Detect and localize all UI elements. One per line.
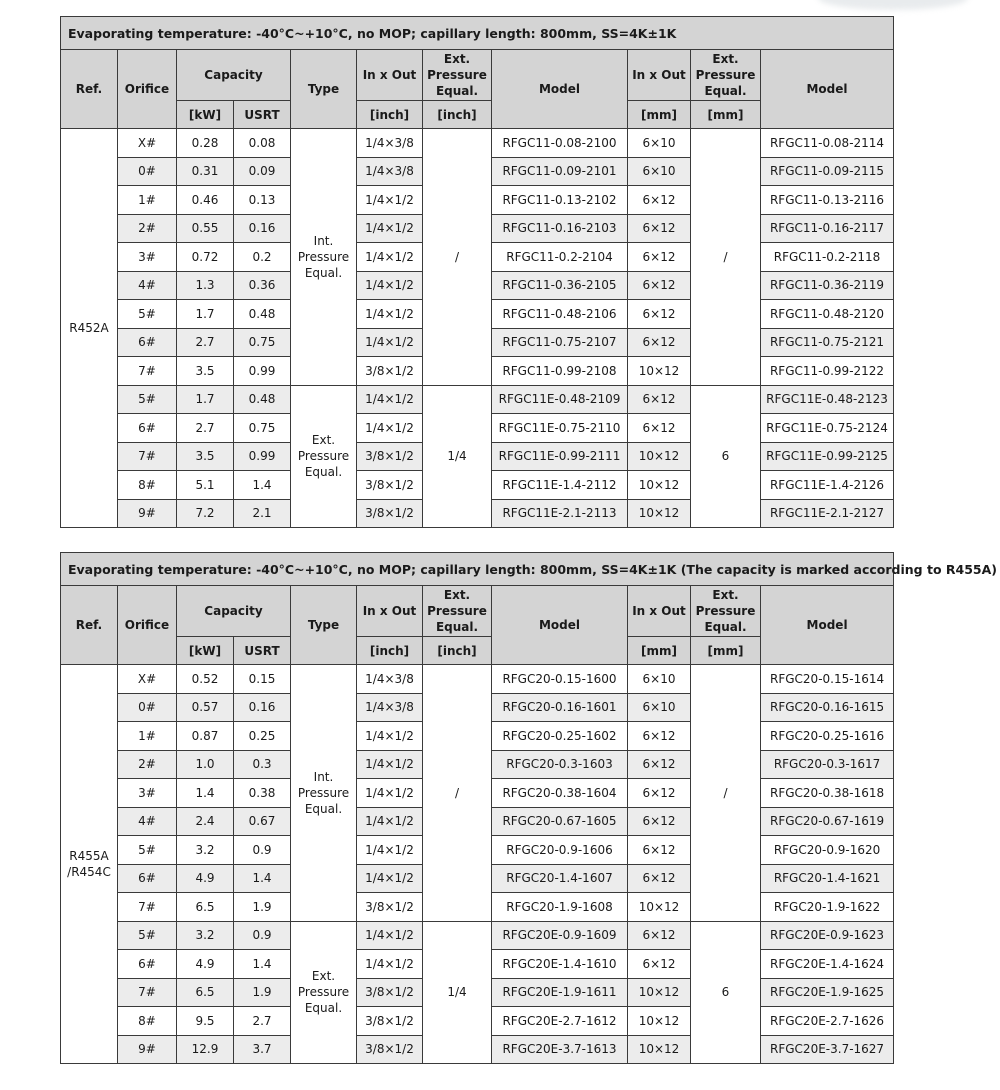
spec-table-1 [60,16,894,528]
orifice-cell: X# [118,665,177,694]
capacity-kw-cell: 3.5 [177,442,234,471]
capacity-usrt-cell: 0.48 [234,385,291,414]
model-mm-cell: RFGC11E-0.48-2123 [761,385,894,414]
capacity-kw-cell: 2.7 [177,414,234,443]
header-capacity: Capacity [177,586,291,637]
model-mm-cell: RFGC11E-0.99-2125 [761,442,894,471]
orifice-cell: 0# [118,693,177,722]
in-out-inch-cell: 1/4×1/2 [357,414,423,443]
in-out-mm-cell: 6×12 [628,750,691,779]
table-title: Evaporating temperature: -40°C~+10°C, no MOP; capillary length: 800mm, SS=4K±1K (The capacity is marked according to R455A) [61,553,894,586]
in-out-inch-cell: 1/4×1/2 [357,271,423,300]
capacity-kw-cell: 7.2 [177,499,234,528]
in-out-mm-cell: 6×12 [628,950,691,979]
capacity-kw-cell: 5.1 [177,471,234,500]
capacity-usrt-cell: 0.08 [234,129,291,158]
in-out-mm-cell: 6×10 [628,129,691,158]
table-row [61,921,894,950]
in-out-mm-cell: 10×12 [628,1007,691,1036]
capacity-kw-cell: 3.2 [177,836,234,865]
model-mm-cell: RFGC11-0.13-2116 [761,186,894,215]
header-ext-pressure-inch: Ext. Pressure Equal. [423,586,492,637]
in-out-mm-cell: 10×12 [628,357,691,386]
model-inch-cell: RFGC11-0.08-2100 [492,129,628,158]
in-out-mm-cell: 6×12 [628,921,691,950]
model-inch-cell: RFGC20-0.16-1601 [492,693,628,722]
model-inch-cell: RFGC11-0.09-2101 [492,157,628,186]
capacity-usrt-cell: 0.25 [234,722,291,751]
in-out-inch-cell: 3/8×1/2 [357,1035,423,1064]
orifice-cell: 8# [118,471,177,500]
spec-table-2 [60,552,997,1064]
model-mm-cell: RFGC11-0.08-2114 [761,129,894,158]
in-out-mm-cell: 10×12 [628,893,691,922]
unit-inch-in-out: [inch] [357,637,423,665]
in-out-inch-cell: 1/4×1/2 [357,214,423,243]
capacity-usrt-cell: 0.67 [234,807,291,836]
ext-pressure-inch-cell: 1/4 [423,385,492,528]
orifice-cell: 4# [118,807,177,836]
model-mm-cell: RFGC20-0.25-1616 [761,722,894,751]
model-inch-cell: RFGC20E-3.7-1613 [492,1035,628,1064]
ext-pressure-inch-cell: 1/4 [423,921,492,1064]
capacity-kw-cell: 0.72 [177,243,234,272]
model-mm-cell: RFGC20-0.67-1619 [761,807,894,836]
unit-inch-in-out: [inch] [357,101,423,129]
model-inch-cell: RFGC11-0.16-2103 [492,214,628,243]
model-mm-cell: RFGC20E-2.7-1626 [761,1007,894,1036]
in-out-mm-cell: 6×12 [628,186,691,215]
model-inch-cell: RFGC20E-2.7-1612 [492,1007,628,1036]
in-out-mm-cell: 6×12 [628,722,691,751]
capacity-usrt-cell: 0.99 [234,357,291,386]
capacity-kw-cell: 9.5 [177,1007,234,1036]
in-out-mm-cell: 6×10 [628,157,691,186]
orifice-cell: 4# [118,271,177,300]
capacity-kw-cell: 0.87 [177,722,234,751]
capacity-kw-cell: 3.5 [177,357,234,386]
model-inch-cell: RFGC11E-0.75-2110 [492,414,628,443]
header-ext-pressure-mm: Ext. Pressure Equal. [691,50,761,101]
capacity-usrt-cell: 1.9 [234,893,291,922]
ext-pressure-mm-cell: 6 [691,385,761,528]
capacity-usrt-cell: 2.1 [234,499,291,528]
model-mm-cell: RFGC20E-3.7-1627 [761,1035,894,1064]
capacity-usrt-cell: 0.36 [234,271,291,300]
capacity-usrt-cell: 0.99 [234,442,291,471]
in-out-inch-cell: 1/4×3/8 [357,157,423,186]
in-out-mm-cell: 6×12 [628,300,691,329]
model-inch-cell: RFGC20E-1.4-1610 [492,950,628,979]
in-out-inch-cell: 3/8×1/2 [357,978,423,1007]
in-out-inch-cell: 1/4×3/8 [357,693,423,722]
model-mm-cell: RFGC20-0.3-1617 [761,750,894,779]
type-cell: Ext. Pressure Equal. [291,921,357,1064]
orifice-cell: 9# [118,499,177,528]
capacity-kw-cell: 6.5 [177,978,234,1007]
in-out-mm-cell: 6×12 [628,243,691,272]
in-out-inch-cell: 1/4×1/2 [357,385,423,414]
model-mm-cell: RFGC11-0.75-2121 [761,328,894,357]
in-out-inch-cell: 1/4×3/8 [357,665,423,694]
ref-refrigerant: R455A /R454C [61,665,118,1064]
header-model-mm: Model [761,50,894,129]
in-out-inch-cell: 1/4×1/2 [357,328,423,357]
model-mm-cell: RFGC11-0.2-2118 [761,243,894,272]
in-out-mm-cell: 6×12 [628,864,691,893]
model-mm-cell: RFGC11-0.48-2120 [761,300,894,329]
orifice-cell: 9# [118,1035,177,1064]
unit-mm-in-out: [mm] [628,637,691,665]
in-out-mm-cell: 10×12 [628,1035,691,1064]
ext-pressure-mm-cell: 6 [691,921,761,1064]
in-out-mm-cell: 6×12 [628,779,691,808]
model-mm-cell: RFGC11E-0.75-2124 [761,414,894,443]
model-inch-cell: RFGC20-0.38-1604 [492,779,628,808]
in-out-mm-cell: 6×12 [628,836,691,865]
capacity-usrt-cell: 0.2 [234,243,291,272]
in-out-inch-cell: 1/4×1/2 [357,243,423,272]
header-model-mm: Model [761,586,894,665]
capacity-kw-cell: 0.31 [177,157,234,186]
in-out-inch-cell: 1/4×1/2 [357,722,423,751]
capacity-kw-cell: 1.7 [177,385,234,414]
capacity-usrt-cell: 0.38 [234,779,291,808]
unit-inch-ext: [inch] [423,101,492,129]
unit-mm-ext: [mm] [691,637,761,665]
in-out-inch-cell: 1/4×1/2 [357,186,423,215]
capacity-usrt-cell: 1.4 [234,950,291,979]
model-mm-cell: RFGC20-0.15-1614 [761,665,894,694]
in-out-inch-cell: 3/8×1/2 [357,499,423,528]
orifice-cell: 1# [118,722,177,751]
header-ext-pressure-mm: Ext. Pressure Equal. [691,586,761,637]
table-row [61,129,894,158]
unit-kw: [kW] [177,637,234,665]
capacity-kw-cell: 0.28 [177,129,234,158]
capacity-kw-cell: 0.55 [177,214,234,243]
model-inch-cell: RFGC11E-1.4-2112 [492,471,628,500]
orifice-cell: 6# [118,328,177,357]
model-inch-cell: RFGC20E-0.9-1609 [492,921,628,950]
orifice-cell: 8# [118,1007,177,1036]
model-inch-cell: RFGC11-0.48-2106 [492,300,628,329]
model-mm-cell: RFGC20E-1.4-1624 [761,950,894,979]
table-row [61,665,894,694]
header-in-out-inch: In x Out [357,586,423,637]
header-model-inch: Model [492,50,628,129]
in-out-mm-cell: 6×10 [628,665,691,694]
capacity-kw-cell: 12.9 [177,1035,234,1064]
ext-pressure-inch-cell: / [423,665,492,922]
capacity-usrt-cell: 0.13 [234,186,291,215]
model-mm-cell: RFGC11E-1.4-2126 [761,471,894,500]
decorative-shadow [818,0,968,10]
model-mm-cell: RFGC20-0.16-1615 [761,693,894,722]
model-mm-cell: RFGC11-0.09-2115 [761,157,894,186]
table-row [61,385,894,414]
header-in-out-inch: In x Out [357,50,423,101]
model-inch-cell: RFGC11E-0.48-2109 [492,385,628,414]
orifice-cell: 6# [118,950,177,979]
model-mm-cell: RFGC20E-1.9-1625 [761,978,894,1007]
unit-mm-in-out: [mm] [628,101,691,129]
orifice-cell: 5# [118,300,177,329]
orifice-cell: 7# [118,978,177,1007]
model-mm-cell: RFGC20-1.9-1622 [761,893,894,922]
capacity-kw-cell: 4.9 [177,950,234,979]
capacity-usrt-cell: 0.9 [234,836,291,865]
model-mm-cell: RFGC11-0.99-2122 [761,357,894,386]
capacity-usrt-cell: 0.3 [234,750,291,779]
orifice-cell: 7# [118,893,177,922]
orifice-cell: 2# [118,214,177,243]
in-out-inch-cell: 3/8×1/2 [357,893,423,922]
in-out-inch-cell: 1/4×1/2 [357,300,423,329]
model-inch-cell: RFGC11-0.2-2104 [492,243,628,272]
capacity-usrt-cell: 0.16 [234,214,291,243]
in-out-mm-cell: 6×12 [628,271,691,300]
model-inch-cell: RFGC20-0.15-1600 [492,665,628,694]
orifice-cell: 6# [118,864,177,893]
type-cell: Int. Pressure Equal. [291,129,357,386]
header-row [61,50,894,101]
ext-pressure-mm-cell: / [691,665,761,922]
in-out-mm-cell: 6×12 [628,214,691,243]
header-ref: Ref. [61,50,118,129]
unit-usrt: USRT [234,637,291,665]
capacity-usrt-cell: 1.9 [234,978,291,1007]
in-out-mm-cell: 10×12 [628,978,691,1007]
capacity-usrt-cell: 0.16 [234,693,291,722]
ext-pressure-inch-cell: / [423,129,492,386]
capacity-usrt-cell: 0.09 [234,157,291,186]
in-out-inch-cell: 1/4×1/2 [357,836,423,865]
capacity-usrt-cell: 3.7 [234,1035,291,1064]
orifice-cell: 5# [118,385,177,414]
in-out-inch-cell: 3/8×1/2 [357,357,423,386]
in-out-inch-cell: 3/8×1/2 [357,471,423,500]
model-inch-cell: RFGC11E-0.99-2111 [492,442,628,471]
table-title-row [61,17,894,50]
orifice-cell: 3# [118,243,177,272]
model-inch-cell: RFGC11E-2.1-2113 [492,499,628,528]
capacity-kw-cell: 0.52 [177,665,234,694]
header-row [61,586,894,637]
header-model-inch: Model [492,586,628,665]
in-out-mm-cell: 10×12 [628,442,691,471]
model-mm-cell: RFGC11-0.16-2117 [761,214,894,243]
header-capacity: Capacity [177,50,291,101]
model-mm-cell: RFGC20-0.9-1620 [761,836,894,865]
ext-pressure-mm-cell: / [691,129,761,386]
in-out-inch-cell: 1/4×3/8 [357,129,423,158]
header-in-out-mm: In x Out [628,50,691,101]
in-out-mm-cell: 6×12 [628,414,691,443]
orifice-cell: X# [118,129,177,158]
model-inch-cell: RFGC20-1.4-1607 [492,864,628,893]
model-inch-cell: RFGC20-0.3-1603 [492,750,628,779]
table-title: Evaporating temperature: -40°C~+10°C, no MOP; capillary length: 800mm, SS=4K±1K [61,17,894,50]
capacity-usrt-cell: 0.15 [234,665,291,694]
in-out-inch-cell: 1/4×1/2 [357,864,423,893]
header-type: Type [291,50,357,129]
capacity-usrt-cell: 0.48 [234,300,291,329]
orifice-cell: 1# [118,186,177,215]
orifice-cell: 0# [118,157,177,186]
model-inch-cell: RFGC20-0.25-1602 [492,722,628,751]
header-orifice: Orifice [118,50,177,129]
capacity-usrt-cell: 2.7 [234,1007,291,1036]
in-out-inch-cell: 1/4×1/2 [357,807,423,836]
capacity-usrt-cell: 0.75 [234,328,291,357]
unit-mm-ext: [mm] [691,101,761,129]
unit-inch-ext: [inch] [423,637,492,665]
model-inch-cell: RFGC20E-1.9-1611 [492,978,628,1007]
model-mm-cell: RFGC20-1.4-1621 [761,864,894,893]
in-out-mm-cell: 6×12 [628,807,691,836]
model-inch-cell: RFGC11-0.75-2107 [492,328,628,357]
capacity-kw-cell: 0.46 [177,186,234,215]
capacity-kw-cell: 2.7 [177,328,234,357]
orifice-cell: 2# [118,750,177,779]
model-mm-cell: RFGC11-0.36-2119 [761,271,894,300]
capacity-kw-cell: 0.57 [177,693,234,722]
orifice-cell: 3# [118,779,177,808]
orifice-cell: 7# [118,442,177,471]
type-cell: Ext. Pressure Equal. [291,385,357,528]
in-out-mm-cell: 6×10 [628,693,691,722]
table-title-row [61,553,894,586]
capacity-kw-cell: 1.0 [177,750,234,779]
in-out-inch-cell: 3/8×1/2 [357,442,423,471]
in-out-inch-cell: 1/4×1/2 [357,950,423,979]
capacity-usrt-cell: 1.4 [234,471,291,500]
model-mm-cell: RFGC20E-0.9-1623 [761,921,894,950]
orifice-cell: 5# [118,921,177,950]
in-out-mm-cell: 6×12 [628,385,691,414]
capacity-kw-cell: 1.3 [177,271,234,300]
capacity-kw-cell: 6.5 [177,893,234,922]
model-inch-cell: RFGC20-1.9-1608 [492,893,628,922]
header-ext-pressure-inch: Ext. Pressure Equal. [423,50,492,101]
ref-refrigerant: R452A [61,129,118,528]
model-inch-cell: RFGC20-0.67-1605 [492,807,628,836]
model-inch-cell: RFGC11-0.36-2105 [492,271,628,300]
header-in-out-mm: In x Out [628,586,691,637]
in-out-inch-cell: 1/4×1/2 [357,779,423,808]
model-inch-cell: RFGC11-0.99-2108 [492,357,628,386]
model-inch-cell: RFGC11-0.13-2102 [492,186,628,215]
model-mm-cell: RFGC11E-2.1-2127 [761,499,894,528]
in-out-inch-cell: 1/4×1/2 [357,750,423,779]
orifice-cell: 6# [118,414,177,443]
unit-kw: [kW] [177,101,234,129]
capacity-kw-cell: 1.7 [177,300,234,329]
header-type: Type [291,586,357,665]
capacity-kw-cell: 1.4 [177,779,234,808]
header-orifice: Orifice [118,586,177,665]
capacity-kw-cell: 3.2 [177,921,234,950]
type-cell: Int. Pressure Equal. [291,665,357,922]
capacity-kw-cell: 4.9 [177,864,234,893]
capacity-kw-cell: 2.4 [177,807,234,836]
orifice-cell: 5# [118,836,177,865]
header-ref: Ref. [61,586,118,665]
capacity-usrt-cell: 1.4 [234,864,291,893]
capacity-usrt-cell: 0.75 [234,414,291,443]
in-out-inch-cell: 3/8×1/2 [357,1007,423,1036]
in-out-inch-cell: 1/4×1/2 [357,921,423,950]
model-inch-cell: RFGC20-0.9-1606 [492,836,628,865]
capacity-usrt-cell: 0.9 [234,921,291,950]
model-mm-cell: RFGC20-0.38-1618 [761,779,894,808]
in-out-mm-cell: 10×12 [628,499,691,528]
in-out-mm-cell: 6×12 [628,328,691,357]
orifice-cell: 7# [118,357,177,386]
in-out-mm-cell: 10×12 [628,471,691,500]
unit-usrt: USRT [234,101,291,129]
